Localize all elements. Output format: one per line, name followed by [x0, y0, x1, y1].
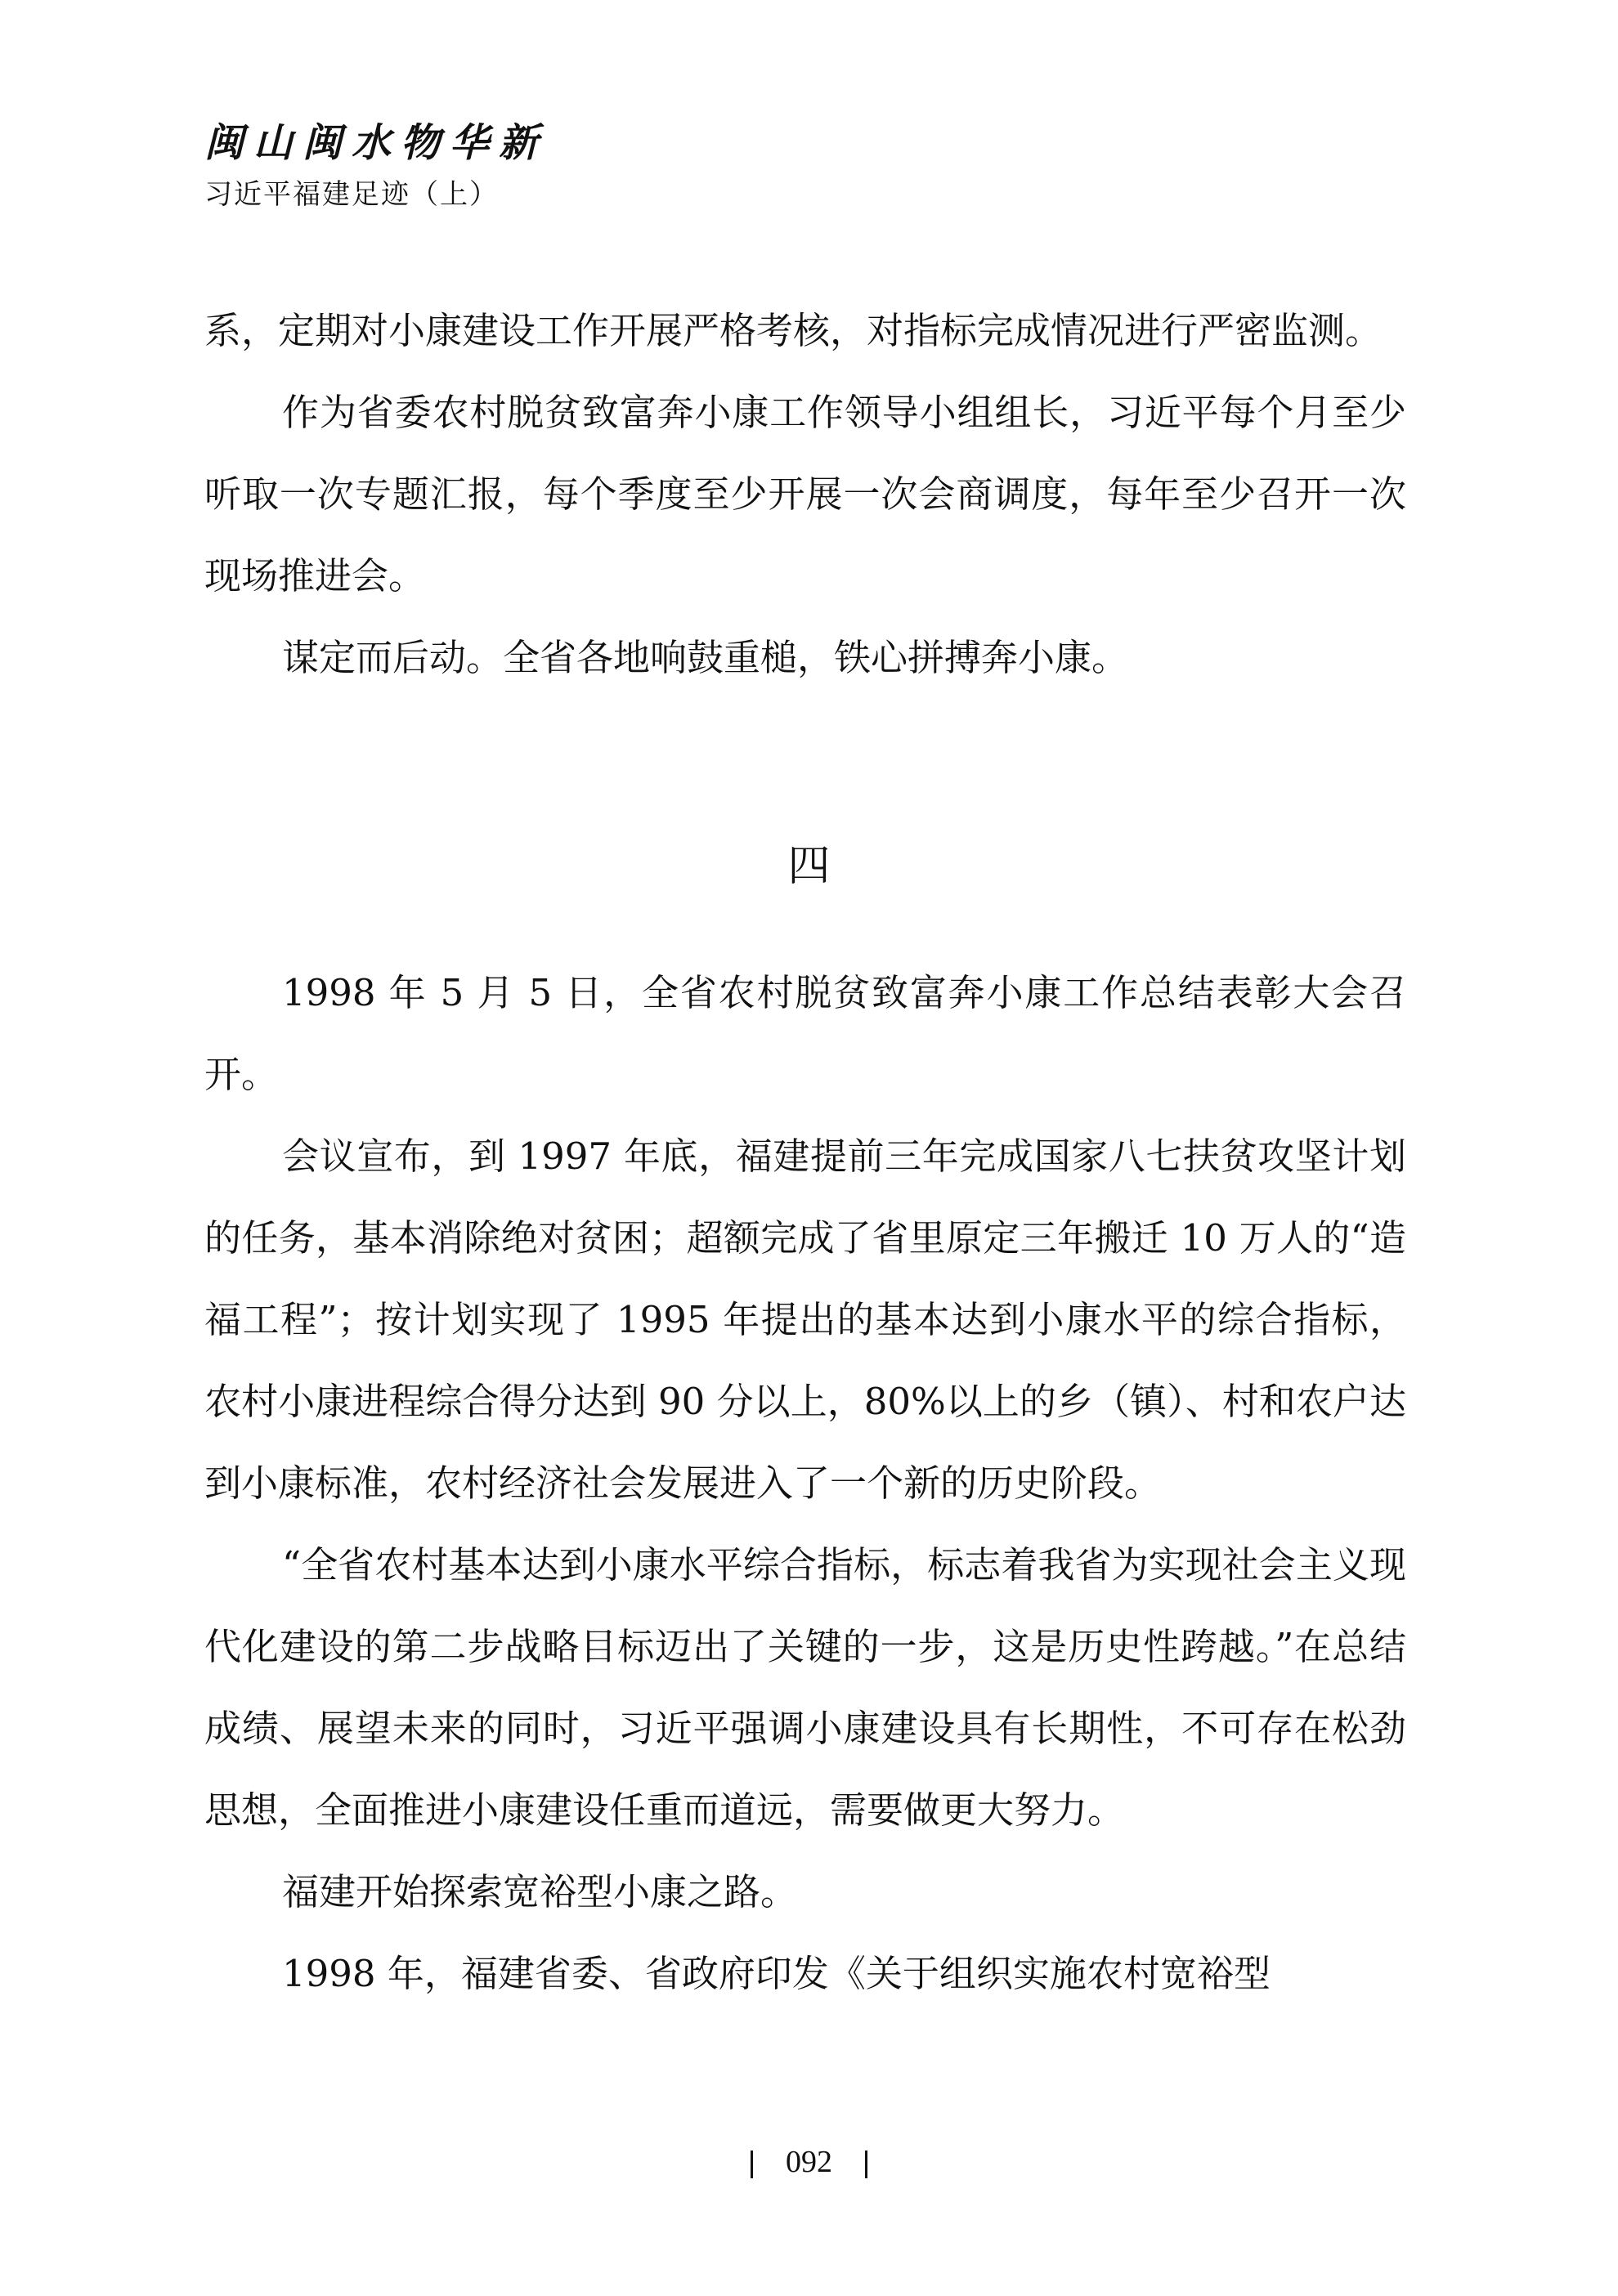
- paragraph: 1998 年 5 月 5 日，全省农村脱贫致富奔小康工作总结表彰大会召开。: [204, 971, 1406, 1096]
- paragraph: 作为省委农村脱贫致富奔小康工作领导小组组长，习近平每个月至少听取一次专题汇报，每个季度至少开展一次会商调度，每年至少召开一次现场推进会。: [204, 391, 1406, 597]
- page-number: 092: [786, 2145, 832, 2179]
- body-text-top: [204, 290, 1406, 699]
- paragraph: “全省农村基本达到小康水平综合指标，标志着我省为实现社会主义现代化建设的第二步战略目标迈出了关键的一步，这是历史性跨越。”在总结成绩、展望未来的同时，习近平强调小康建设具有长期性，不可存在松劲思想，全面推进小康建设任重而道远，需要做更大努力。: [204, 1543, 1406, 1832]
- paragraph: 谋定而后动。全省各地响鼓重槌，铁心拼搏奔小康。: [282, 636, 1129, 679]
- book-subtitle: 习近平福建足迹（上）: [204, 178, 499, 211]
- section-number: 四: [787, 842, 831, 891]
- running-header: [204, 114, 548, 217]
- paragraph: 会议宣布，到 1997 年底，福建提前三年完成国家八七扶贫攻坚计划的任务，基本消除绝对贫困；超额完成了省里原定三年搬迁 10 万人的“造福工程”；按计划实现了 1995 年提出的基本达到小康水平的综合指标，农村小康进程综合得分达到 90 分以上，80%以上的乡（镇）、村和农户达到小康标准，农村经济社会发展进入了一个新的历史阶段。: [204, 1135, 1406, 1505]
- footer-divider-right: [865, 2151, 867, 2178]
- page-footer: [0, 2137, 1618, 2186]
- body-text-bottom: [204, 952, 1406, 2015]
- footer-divider-left: [751, 2151, 753, 2178]
- paragraph: 系，定期对小康建设工作开展严格考核，对指标完成情况进行严密监测。: [204, 309, 1383, 352]
- paragraph: 福建开始探索宽裕型小康之路。: [282, 1870, 798, 1913]
- book-title: 闽山闽水物华新: [204, 120, 549, 166]
- paragraph: 1998 年，福建省委、省政府印发《关于组织实施农村宽裕型: [282, 1952, 1271, 1995]
